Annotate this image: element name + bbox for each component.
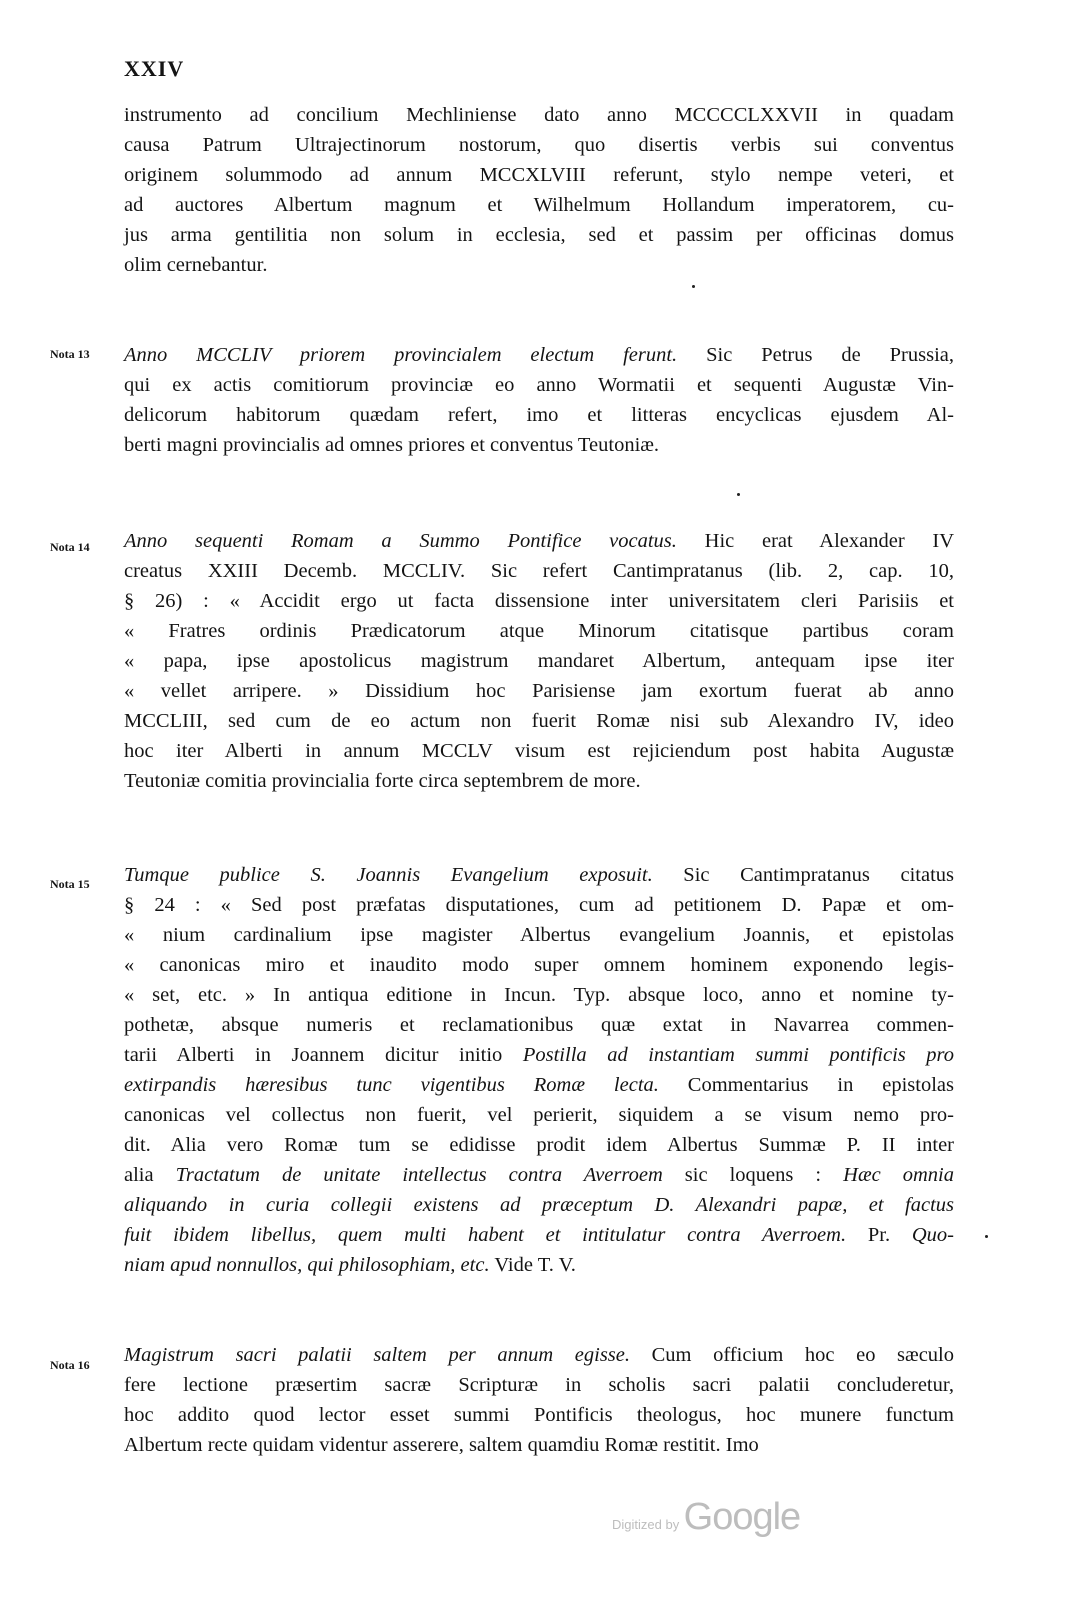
text-line xyxy=(124,766,954,796)
text-run: berti magni provincialis ad omnes priores et conventus Teutoniæ. xyxy=(124,434,660,456)
italic-run: Tractatum de unitate intellectus contra Averroem xyxy=(175,1164,663,1186)
note-16-text xyxy=(124,1340,954,1460)
watermark-prefix: Digitized by xyxy=(612,1517,680,1532)
text-run: Albertum recte quidam videntur asserere, saltem quamdiu Romæ restitit. Imo xyxy=(124,1434,759,1456)
note-label-15: Nota 15 xyxy=(50,877,90,891)
text-line xyxy=(124,340,954,370)
italic-run: aliquando in curia collegii existens ad præceptum D. Alexandri papæ, et factus xyxy=(124,1194,954,1216)
text-line xyxy=(124,1160,954,1190)
text-line xyxy=(124,370,954,400)
note-label-13: Nota 13 xyxy=(50,347,90,361)
text-line xyxy=(124,860,954,890)
text-line xyxy=(124,1340,954,1370)
google-logo: Google xyxy=(683,1496,801,1538)
text-run: sic loquens : xyxy=(662,1164,844,1186)
text-line xyxy=(124,890,954,920)
text-run: hoc addito quod lector esset summi Pontificis theologus, hoc munere functum xyxy=(124,1404,954,1426)
digitized-watermark xyxy=(612,1496,800,1539)
italic-run: Postilla ad instantiam summi pontificis pro xyxy=(522,1044,955,1066)
ink-speck xyxy=(692,285,695,288)
text-line xyxy=(124,1430,954,1460)
text-line xyxy=(124,980,954,1010)
text-run: tarii Alberti in Joannem dicitur initio xyxy=(124,1044,523,1066)
text-line xyxy=(124,1070,954,1100)
italic-run: extirpandis hæresibus tunc vigentibus Romæ lecta. xyxy=(124,1074,659,1096)
text-line xyxy=(124,920,954,950)
text-line: instrumento ad concilium Mechliniense dato anno MCCCCLXXVII in quadam xyxy=(124,104,954,126)
text-run: Pr. xyxy=(846,1224,912,1246)
text-run: dit. Alia vero Romæ tum se edidisse prodit idem Albertus Summæ P. II inter xyxy=(124,1134,954,1156)
text-line xyxy=(124,1370,954,1400)
text-line xyxy=(124,526,954,556)
text-line: causa Patrum Ultrajectinorum nostorum, quo disertis verbis sui conventus xyxy=(124,134,954,156)
italic-run: fuit ibidem libellus, quem multi habent et intitulatur contra Averroem. xyxy=(124,1224,847,1246)
text-run: pothetæ, absque numeris et reclamationibus quæ extat in Navarrea commen- xyxy=(124,1014,954,1036)
text-run: alia xyxy=(124,1164,176,1186)
text-line xyxy=(124,646,954,676)
text-line xyxy=(124,1100,954,1130)
text-run: « vellet arripere. » Dissidium hoc Parisiense jam exortum fuerat ab anno xyxy=(124,680,954,702)
italic-run: Tumque publice S. Joannis Evangelium exposuit. xyxy=(124,864,653,886)
text-run: creatus XXIII Decemb. MCCLIV. Sic refert Cantimpratanus (lib. 2, cap. 10, xyxy=(124,560,954,582)
text-line: ad auctores Albertum magnum et Wilhelmum Hollandum imperatorem, cu- xyxy=(124,194,954,216)
text-run: § 24 : « Sed post præfatas disputationes, cum ad petitionem D. Papæ et om- xyxy=(124,894,954,916)
italic-run: Anno sequenti Romam a Summo Pontifice vocatus. xyxy=(124,530,677,552)
text-line xyxy=(124,706,954,736)
ink-speck xyxy=(737,493,740,496)
text-line xyxy=(124,1010,954,1040)
note-13-text xyxy=(124,340,954,460)
text-line xyxy=(124,1220,954,1250)
text-run: Hic erat Alexander IV xyxy=(676,530,955,552)
text-line xyxy=(124,556,954,586)
italic-run: Hæc omnia xyxy=(843,1164,955,1186)
text-line xyxy=(124,950,954,980)
text-line: originem solummodo ad annum MCCXLVIII referunt, stylo nempe veteri, et xyxy=(124,164,954,186)
text-line xyxy=(124,430,954,460)
text-line xyxy=(124,1130,954,1160)
text-line xyxy=(124,736,954,766)
text-line xyxy=(124,1040,954,1070)
page-number: XXIV xyxy=(124,56,185,81)
intro-paragraph xyxy=(124,100,954,280)
text-run: canonicas vel collectus non fuerit, vel perierit, siquidem a se visum nemo pro- xyxy=(124,1104,954,1126)
italic-run: Quo- xyxy=(911,1224,954,1246)
text-line xyxy=(124,1250,954,1280)
text-run: Teutoniæ comitia provincialia forte circa septembrem de more. xyxy=(124,770,641,792)
ink-speck xyxy=(985,1235,988,1238)
text-run: Vide T. V. xyxy=(489,1254,576,1276)
text-run: Sic Petrus de Prussia, xyxy=(677,344,954,366)
text-line: olim cernebantur. xyxy=(124,254,268,276)
text-line: jus arma gentilitia non solum in ecclesia, sed et passim per officinas domus xyxy=(124,224,954,246)
text-run: Cum officium hoc eo sæculo xyxy=(630,1344,955,1366)
text-line xyxy=(124,616,954,646)
italic-run: Anno MCCLIV priorem provincialem electum ferunt. xyxy=(124,344,678,366)
note-label-16: Nota 16 xyxy=(50,1358,90,1372)
text-run: « canonicas miro et inaudito modo super omnem hominem exponendo legis- xyxy=(124,954,954,976)
text-run: Sic Cantimpratanus citatus xyxy=(652,864,954,886)
text-run: Commentarius in epistolas xyxy=(658,1074,954,1096)
text-run: « set, etc. » In antiqua editione in Incun. Typ. absque loco, anno et nomine ty- xyxy=(124,984,954,1006)
text-line xyxy=(124,1190,954,1220)
text-run: « Fratres ordinis Prædicatorum atque Minorum citatisque partibus coram xyxy=(124,620,954,642)
text-run: delicorum habitorum quædam refert, imo et litteras encyclicas ejusdem Al- xyxy=(124,404,954,426)
text-run: fere lectione præsertim sacræ Scripturæ in scholis sacri palatii concluderetur, xyxy=(124,1374,954,1396)
text-line xyxy=(124,586,954,616)
text-line xyxy=(124,1400,954,1430)
italic-run: Magistrum sacri palatii saltem per annum egisse. xyxy=(124,1344,631,1366)
note-15-text xyxy=(124,860,954,1280)
text-run: hoc iter Alberti in annum MCCLV visum est rejiciendum post habita Augustæ xyxy=(124,740,954,762)
note-14-text xyxy=(124,526,954,796)
text-line xyxy=(124,400,954,430)
text-run: « papa, ipse apostolicus magistrum mandaret Albertum, antequam ipse iter xyxy=(124,650,954,672)
italic-run: niam apud nonnullos, qui philosophiam, etc. xyxy=(124,1254,490,1276)
text-line xyxy=(124,676,954,706)
text-run: « nium cardinalium ipse magister Albertus evangelium Joannis, et epistolas xyxy=(124,924,954,946)
text-run: MCCLIII, sed cum de eo actum non fuerit Romæ nisi sub Alexandro IV, ideo xyxy=(124,710,954,732)
text-run: qui ex actis comitiorum provinciæ eo anno Wormatii et sequenti Augustæ Vin- xyxy=(124,374,954,396)
text-run: § 26) : « Accidit ergo ut facta dissensione inter universitatem cleri Parisiis et xyxy=(124,590,954,612)
note-label-14: Nota 14 xyxy=(50,540,90,554)
